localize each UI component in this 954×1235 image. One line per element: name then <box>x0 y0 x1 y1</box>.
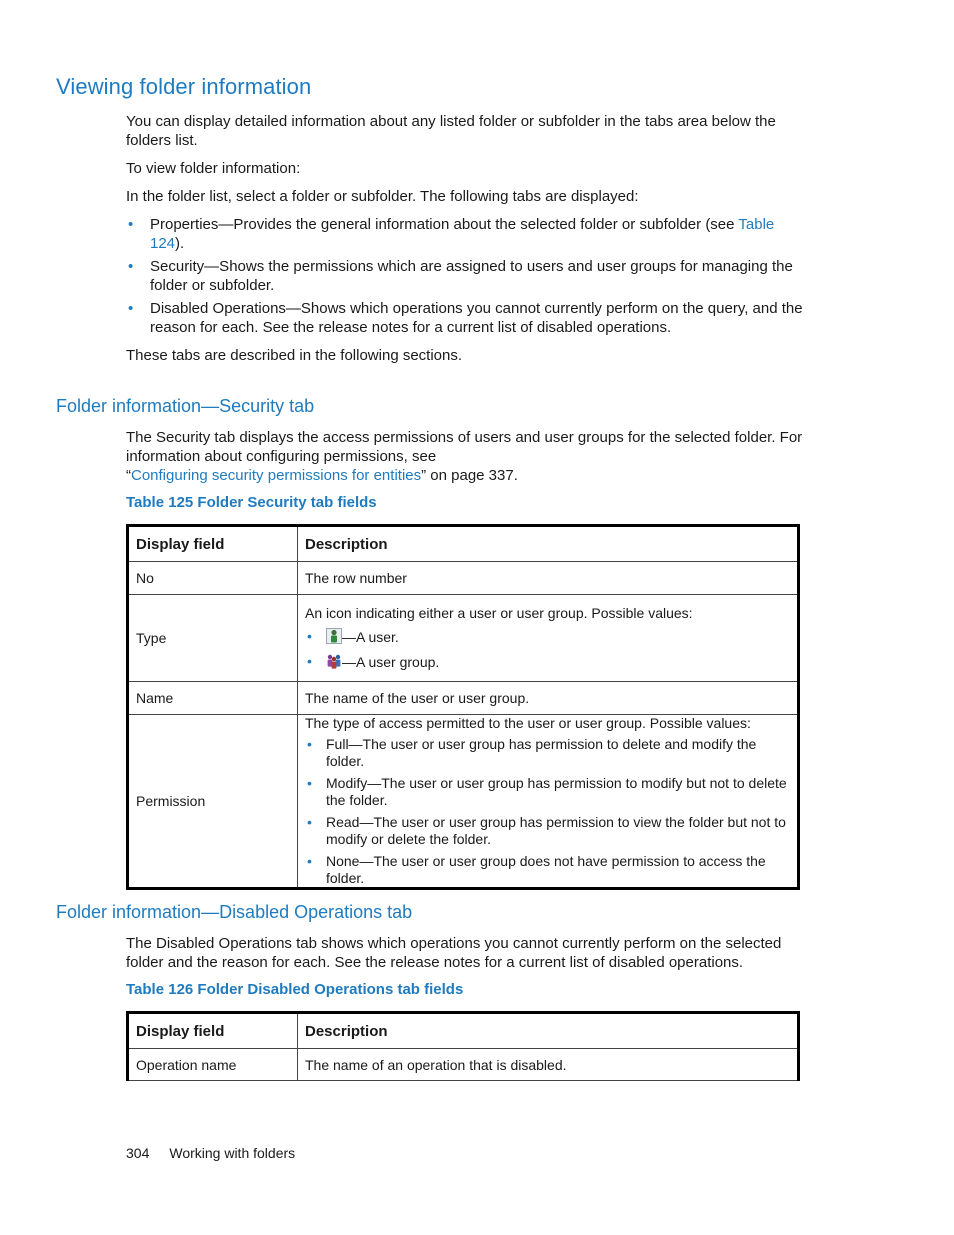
bullet-dot: • <box>128 300 134 317</box>
security-fields-table <box>126 524 800 890</box>
select-text: In the folder list, select a folder or subfolder. The following tabs are displayed: <box>126 188 639 205</box>
list-item: • Disabled Operations—Shows which operations you cannot currently perform on the query, and the reason for each. See the release notes for a current list of disabled operations. <box>128 300 803 336</box>
configuring-permissions-link[interactable]: Configuring security permissions for entities <box>131 467 422 484</box>
intro-paragraph: You can display detailed information about any listed folder or subfolder in the tabs area below the folders list. <box>126 113 776 149</box>
bullet-dot: • <box>307 853 312 869</box>
page-title: Viewing folder information <box>56 74 312 99</box>
header-description: Description <box>298 1013 799 1049</box>
disabled-ops-table <box>126 1011 800 1081</box>
table-header-row <box>128 526 799 562</box>
table-124-link[interactable]: Table 124 <box>150 216 775 252</box>
bullet-dot: • <box>307 814 312 830</box>
list-item: • —A user. <box>307 628 399 645</box>
table-row: No The row number <box>128 562 799 595</box>
bullet-dot: • <box>307 736 312 752</box>
table-row: Operation name The name of an operation that is disabled. <box>128 1049 799 1081</box>
footer-section: Working with folders <box>169 1145 296 1161</box>
table-125-caption: Table 125 Folder Security tab fields <box>126 494 377 511</box>
tab-list <box>126 215 806 337</box>
to-view-text: To view folder information: <box>126 160 301 177</box>
header-display-field: Display field <box>128 1013 298 1049</box>
disabled-ops-heading: Folder information—Disabled Operations tab <box>56 902 413 922</box>
bullet-dot: • <box>307 775 312 791</box>
disabled-ops-paragraph: The Disabled Operations tab shows which operations you cannot currently perform on the selected folder and the reason for each. See the release notes for a current list of disabled operations. <box>126 935 782 971</box>
header-display-field: Display field <box>128 526 298 562</box>
list-item: • Full—The user or user group has permission to delete and modify the folder. <box>307 736 757 769</box>
security-paragraph: The Security tab displays the access permissions of users and user groups for the selected folder. For information about configuring permissions, see “Configuring security permissions for entities” on page 337. <box>126 429 803 484</box>
table-126-caption: Table 126 Folder Disabled Operations tab fields <box>126 981 464 998</box>
user-group-icon <box>326 653 342 669</box>
security-heading: Folder information—Security tab <box>56 396 315 416</box>
table-row: Type An icon indicating either a user or user group. Possible values: • —A user. • —A user group. <box>128 595 799 682</box>
list-item: • Security—Shows the permissions which are assigned to users and user groups for managing the folder or subfolder. <box>128 258 793 294</box>
table-header-row <box>128 1013 799 1049</box>
list-item: • None—The user or user group does not have permission to access the folder. <box>307 853 766 886</box>
table-row: Name The name of the user or user group. <box>128 682 799 715</box>
list-item: • Properties—Provides the general information about the selected folder or subfolder (see Table 124). <box>128 216 775 252</box>
bullet-dot: • <box>307 628 312 644</box>
user-icon <box>326 628 342 644</box>
tabs-described-text: These tabs are described in the following sections. <box>126 347 463 364</box>
page-footer <box>126 1145 295 1161</box>
page-number: 304 <box>126 1145 150 1161</box>
table-row: Permission The type of access permitted to the user or user group. Possible values: • Full—The user or user group has permission to delete and modify the folder. • Modify—The user or user group has permission to modify but not to delete the folder. • Read—The user or user group has permission to view the folder but not to modify or delete the folder. • None—The user or user group does not have permission to access the folder. <box>128 715 799 889</box>
header-description: Description <box>298 526 799 562</box>
list-item: • —A user group. <box>307 653 440 670</box>
bullet-dot: • <box>128 216 134 233</box>
list-item: • Modify—The user or user group has permission to modify but not to delete the folder. <box>307 775 787 808</box>
list-item: • Read—The user or user group has permission to view the folder but not to modify or delete the folder. <box>307 814 786 847</box>
bullet-dot: • <box>307 653 312 669</box>
bullet-dot: • <box>128 258 134 275</box>
